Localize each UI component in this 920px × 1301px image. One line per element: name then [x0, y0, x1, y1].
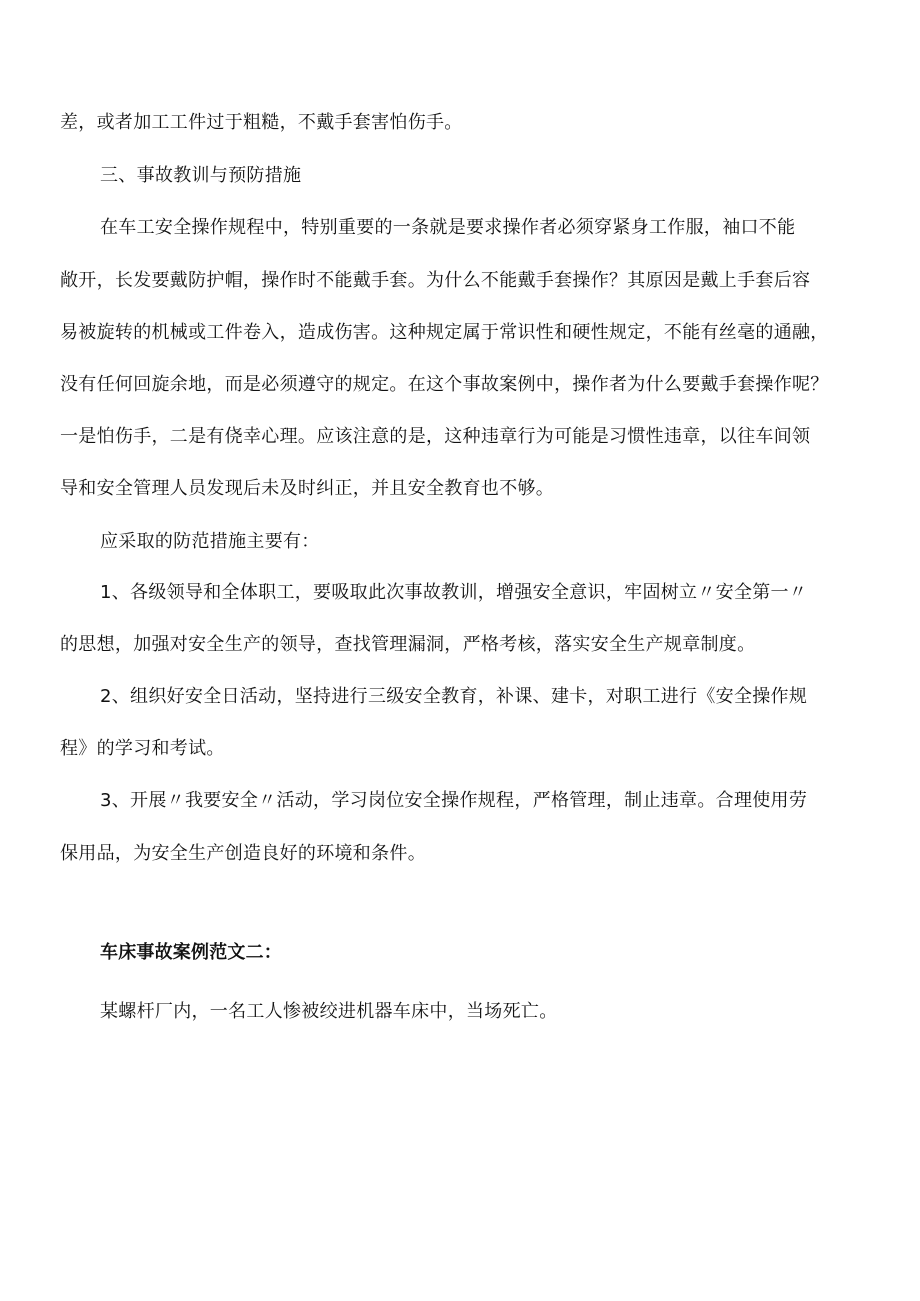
paragraph-line: 某螺杆厂内，一名工人惨被绞进机器车床中，当场死亡。: [100, 1001, 558, 1022]
paragraph-line: 在车工安全操作规程中，特别重要的一条就是要求操作者必须穿紧身工作服，袖口不能: [100, 217, 796, 238]
list-item-line: 2、组织好安全日活动，坚持进行三级安全教育，补课、建卡，对职工进行《安全操作规: [100, 686, 808, 707]
list-item-line: 1、各级领导和全体职工，要吸取此次事故教训，增强安全意识，牢固树立〃安全第一〃: [100, 582, 808, 603]
section-heading: 车床事故案例范文二：: [100, 942, 282, 963]
paragraph-line: 应采取的防范措施主要有：: [100, 531, 320, 552]
paragraph-line: 导和安全管理人员发现后未及时纠正，并且安全教育也不够。: [60, 478, 555, 499]
list-item-line: 的思想，加强对安全生产的领导，查找管理漏洞，严格考核，落实安全生产规章制度。: [60, 634, 756, 655]
list-item-line: 保用品，为安全生产创造良好的环境和条件。: [60, 843, 426, 864]
paragraph-line: 敞开，长发要戴防护帽，操作时不能戴手套。为什么不能戴手套操作？其原因是戴上手套后容: [60, 270, 811, 291]
paragraph-line: 易被旋转的机械或工件卷入，造成伤害。这种规定属于常识性和硬性规定，不能有丝毫的通融，: [60, 322, 829, 343]
paragraph-line: 一是怕伤手，二是有侥幸心理。应该注意的是，这种违章行为可能是习惯性违章，以往车间领: [60, 426, 811, 447]
paragraph-line: 没有任何回旋余地，而是必须遵守的规定。在这个事故案例中，操作者为什么要戴手套操作呢？: [60, 374, 829, 395]
list-item-line: 程》的学习和考试。: [60, 738, 225, 759]
paragraph-line: 差，或者加工工件过于粗糙，不戴手套害怕伤手。: [60, 112, 463, 133]
list-item-line: 3、开展〃我要安全〃活动，学习岗位安全操作规程，严格管理，制止违章。合理使用劳: [100, 790, 808, 811]
section-heading: 三、事故教训与预防措施: [100, 165, 302, 186]
